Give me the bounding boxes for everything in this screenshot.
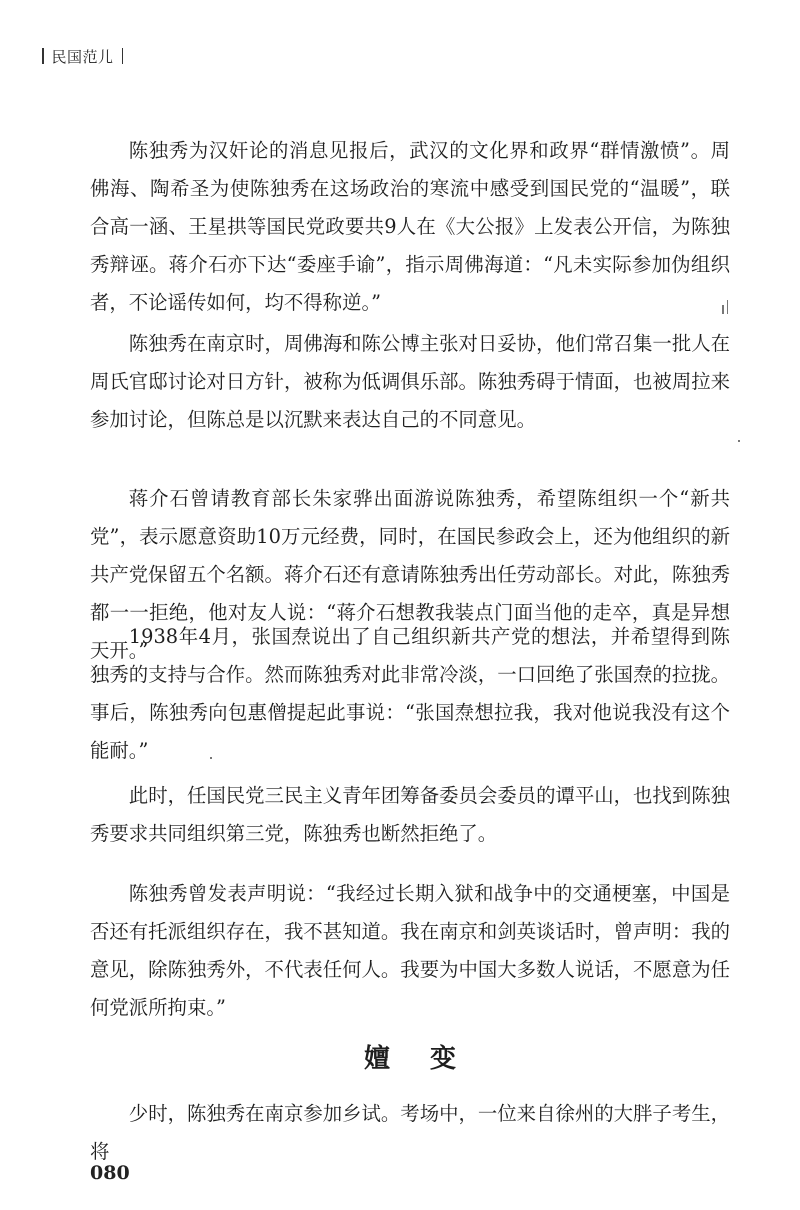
page-number: 080 xyxy=(90,1162,130,1184)
paragraph-1: 陈独秀为汉奸论的消息见报后，武汉的文化界和政界“群情激愤”。周佛海、陶希圣为使陈独秀在这场政治的寒流中感受到国民党的“温暖”，联合高一涵、王星拱等国民党政要共9人在《大公报》上发表公开信，为陈独秀辩诬。蒋介石亦下达“委座手谕”，指示周佛海道：“凡未实际参加伪组织者，不论谣传如何，均不得称逆。” xyxy=(90,139,730,314)
header-divider xyxy=(122,48,124,64)
book-title: 民国范儿 xyxy=(51,48,114,66)
scan-speck xyxy=(727,300,728,314)
scan-speck xyxy=(722,305,724,314)
paragraph-4: 1938年4月，张国焘说出了自己组织新共产党的想法，并希望得到陈独秀的支持与合作。然而陈独秀对此非常冷淡，一口回绝了张国焘的拉拢。事后，陈独秀向包惠僧提起此事说：“张国焘想拉我，我对他说我没有这个能耐。” xyxy=(90,625,730,762)
paragraph-2: 陈独秀在南京时，周佛海和陈公博主张对日妥协，他们常召集一批人在周氏官邸讨论对日方针，被称为低调俱乐部。陈独秀碍于情面，也被周拉来参加讨论，但陈总是以沉默来表达自己的不同意见。 xyxy=(90,332,730,431)
paragraph-5: 此时，任国民党三民主义青年团筹备委员会委员的谭平山，也找到陈独秀要求共同组织第三党，陈独秀也断然拒绝了。 xyxy=(90,784,730,845)
running-header xyxy=(42,46,131,67)
paragraph-3: 蒋介石曾请教育部长朱家骅出面游说陈独秀，希望陈组织一个“新共党”，表示愿意资助10万元经费，同时，在国民参政会上，还为他组织的新共产党保留五个名额。蒋介石还有意请陈独秀出任劳动部长。对此，陈独秀都一一拒绝，他对友人说：“蒋介石想教我装点门面当他的走卒，真是异想天开。” xyxy=(90,487,730,662)
section-title: 嬗变 xyxy=(363,1044,496,1074)
scan-speck xyxy=(210,757,212,759)
section-first-line: 少时，陈独秀在南京参加乡试。考场中，一位来自徐州的大胖子考生，将 xyxy=(90,1102,730,1163)
paragraph-6: 陈独秀曾发表声明说：“我经过长期入狱和战争中的交通梗塞，中国是否还有托派组织存在，我不甚知道。我在南京和剑英谈话时，曾声明：我的意见，除陈独秀外，不代表任何人。我要为中国大多数人说话，不愿意为任何党派所拘束。” xyxy=(90,882,730,1019)
header-divider xyxy=(42,48,44,64)
scan-speck xyxy=(738,440,740,442)
